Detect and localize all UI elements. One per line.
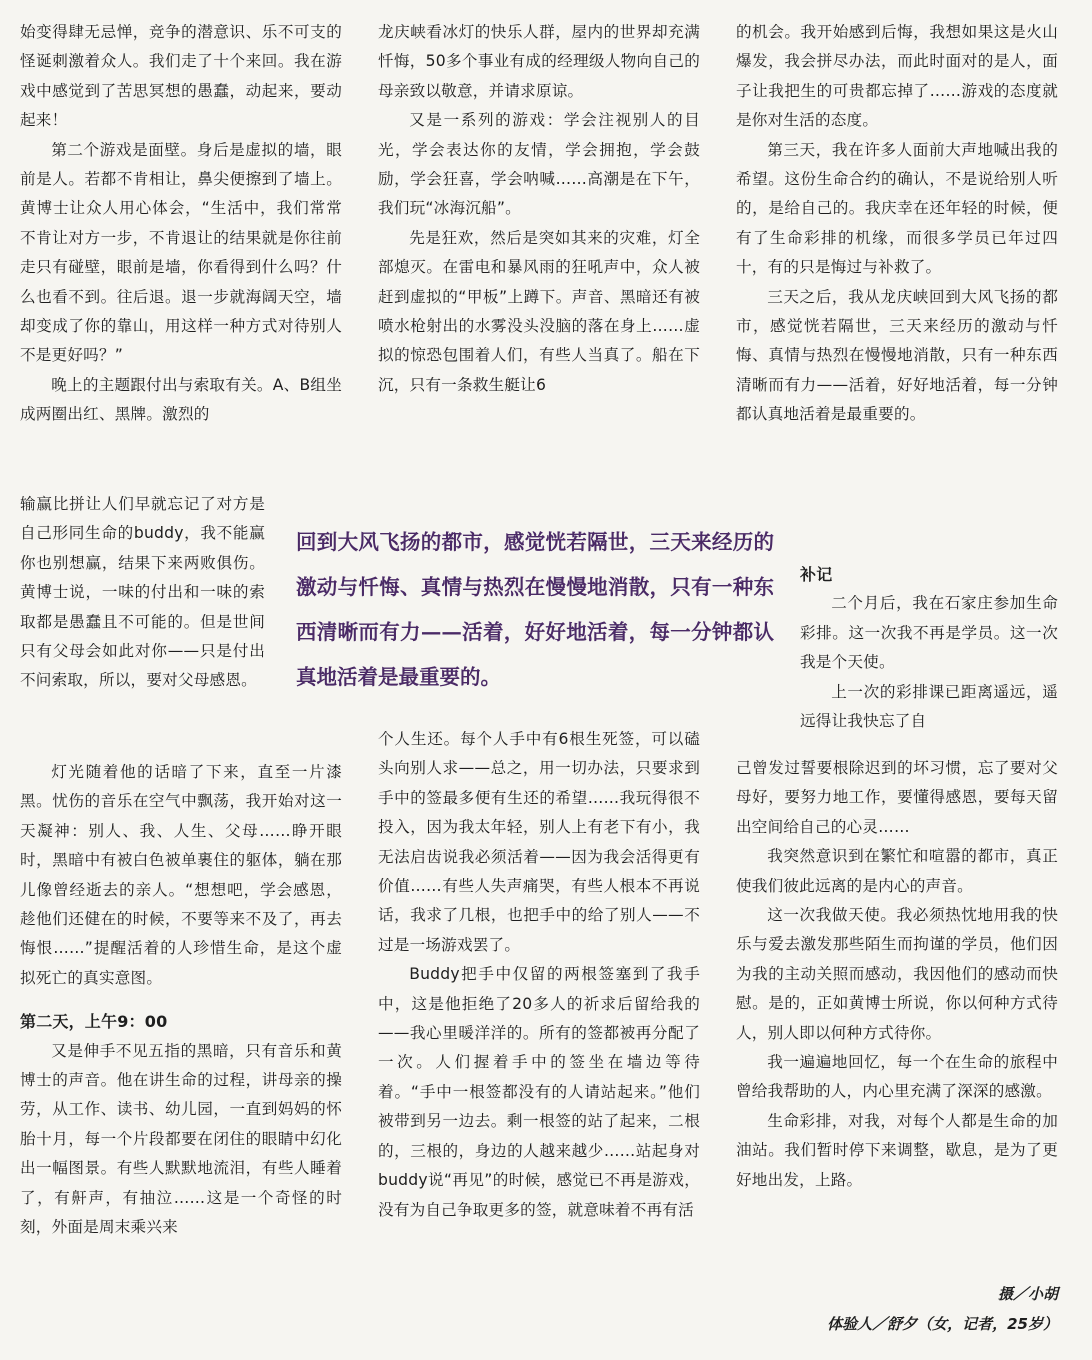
paragraph: 始变得肆无忌惮，竞争的潜意识、乐不可支的怪诞刺激着众人。我们走了十个来回。我在游戏中感觉到了苦思冥想的愚蠢，动起来，要动起来！	[20, 23, 342, 130]
column1-beside-quote	[20, 490, 265, 696]
photo-credit: 摄／小胡	[997, 1285, 1058, 1303]
column1-top	[20, 18, 342, 430]
paragraph: 第二个游戏是面壁。身后是虚拟的墙，眼前是人。若都不肯相让，鼻尖便擦到了墙上。黄博士让众人用心体会，“生活中，我们常常不肯让对方一步，不肯退让的结果就是你往前走只有碰壁，眼前是墙，你看得到什么吗？什么也看不到。往后退。退一步就海阔天空，墙却变成了你的靠山，用这样一种方式对待别人不是更好吗？”	[20, 140, 342, 365]
paragraph: 个人生还。每个人手中有6根生死签，可以磕头向别人求——总之，用一切办法，只要求到手中的签最多便有生还的希望……我玩得很不投入，因为我太年轻，别人上有老下有小，我无法启齿说我必须活着——因为我会活得更有价值……有些人失声痛哭，有些人根本不再说话，我求了几根，也把手中的给了别人——不过是一场游戏罢了。	[378, 730, 700, 954]
paragraph: 的机会。我开始感到后悔，我想如果这是火山爆发，我会拼尽办法，而此时面对的是人，面子让我把生的可贵都忘掉了……游戏的态度就是你对生活的态度。	[736, 23, 1058, 130]
author-credit: 体验人／舒夕（女，记者，25岁）	[827, 1315, 1058, 1333]
paragraph: 这一次我做天使。我必须热忱地用我的快乐与爱去激发那些陌生而拘谨的学员，他们因为我的主动关照而感动，我因他们的感动而快慰。是的，正如黄博士所说，你以何种方式待人，别人即以何种方式待你。	[736, 906, 1058, 1042]
paragraph: 我一遍遍地回忆，每一个在生命的旅程中曾给我帮助的人，内心里充满了深深的感激。	[736, 1053, 1058, 1101]
paragraph: Buddy把手中仅留的两根签塞到了我手中，这是他拒绝了20多人的祈求后留给我的——我心里暖洋洋的。所有的签都被再分配了一次。人们握着手中的签坐在墙边等待着。“手中一根签都没有的人请站起来。”他们被带到另一边去。剩一根签的站了起来，二根的，三根的，身边的人越来越少……站起身对buddy说“再见”的时候，感觉已不再是游戏，没有为自己争取更多的签，就意味着不再有活	[378, 965, 700, 1219]
paragraph: 晚上的主题跟付出与索取有关。A、B组坐成两圈出红、黑牌。激烈的	[20, 375, 342, 424]
paragraph: 三天之后，我从龙庆峡回到大风飞扬的都市，感觉恍若隔世，三天来经历的激动与忏悔、真情与热烈在慢慢地消散，只有一种东西清晰而有力——活着，好好地活着，每一分钟都认真地活着是最重要的。	[736, 287, 1058, 424]
paragraph: 又是一系列的游戏：学会注视别人的目光，学会表达你的友情，学会拥抱，学会鼓励，学会狂喜，学会呐喊……高潮是在下午，我们玩“冰海沉船”。	[378, 111, 700, 218]
pull-quote: 回到大风飞扬的都市，感觉恍若隔世，三天来经历的激动与忏悔、真情与热烈在慢慢地消散，只有一种东西清晰而有力——活着，好好地活着，每一分钟都认真地活着是最重要的。	[296, 530, 774, 689]
paragraph: 我突然意识到在繁忙和喧嚣的都市，真正使我们彼此远离的是内心的声音。	[736, 847, 1058, 895]
column3-top	[736, 18, 1058, 430]
paragraph: 输赢比拼让人们早就忘记了对方是自己形同生命的buddy，我不能赢你也别想赢，结果下来两败俱伤。黄博士说，一味的付出和一味的索取都是愚蠢且不可能的。但是世间只有父母会如此对你——只是付出不问索取，所以，要对父母感恩。	[20, 495, 265, 690]
paragraph: 又是伸手不见五指的黑暗，只有音乐和黄博士的声音。他在讲生命的过程，讲母亲的操劳，从工作、读书、幼儿园，一直到妈妈的怀胎十月，每一个片段都要在闭住的眼睛中幻化出一幅图景。有些人默默地流泪，有些人睡着了，有鼾声，有抽泣……这是一个奇怪的时刻，外面是周末乘兴来	[20, 1041, 342, 1237]
paragraph: 生命彩排，对我，对每个人都是生命的加油站。我们暂时停下来调整，歇息，是为了更好地出发，上路。	[736, 1111, 1058, 1189]
paragraph: 灯光随着他的话暗了下来，直至一片漆黑。忧伤的音乐在空气中飘荡，我开始对这一天凝神：别人、我、人生、父母……睁开眼时，黑暗中有被白色被单裹住的躯体，躺在那儿像曾经逝去的亲人。“想想吧，学会感恩，趁他们还健在的时候，不要等来不及了，再去悔恨……”提醒活着的人珍惜生命，是这个虚拟死亡的真实意图。	[20, 763, 342, 987]
credits	[827, 1279, 1058, 1339]
section-heading-day2: 第二天，上午9：00	[20, 1012, 168, 1032]
column2-top	[378, 18, 700, 400]
paragraph: 第三天，我在许多人面前大声地喊出我的希望。这份生命合约的确认，不是说给别人听的，是给自己的。我庆幸在还年轻的时候，便有了生命彩排的机缘，而很多学员已年过四十，有的只是悔过与补救了。	[736, 140, 1058, 277]
paragraph: 先是狂欢，然后是突如其来的灾难，灯全部熄灭。在雷电和暴风雨的狂吼声中，众人被赶到虚拟的“甲板”上蹲下。声音、黑暗还有被喷水枪射出的水雾没头没脑的落在身上……虚拟的惊恐包围着人们，有些人当真了。船在下沉，只有一条救生艇让6	[378, 228, 700, 394]
paragraph: 龙庆峡看冰灯的快乐人群，屋内的世界却充满忏悔，50多个事业有成的经理级人物向自己的母亲致以敬意，并请求原谅。	[378, 23, 700, 100]
section-heading-postscript: 补记	[800, 565, 833, 584]
column1-bottom	[20, 758, 342, 1243]
paragraph: 己曾发过誓要根除迟到的坏习惯，忘了要对父母好，要努力地工作，要懂得感恩，要每天留出空间给自己的心灵……	[736, 759, 1058, 836]
column3-beside-quote	[800, 546, 1058, 736]
column3-bottom	[736, 754, 1058, 1195]
paragraph: 上一次的彩排课已距离遥远，遥远得让我快忘了自	[800, 682, 1058, 731]
column2-bottom	[378, 725, 700, 1225]
paragraph: 二个月后，我在石家庄参加生命彩排。这一次我不再是学员。这一次我是个天使。	[800, 594, 1058, 672]
